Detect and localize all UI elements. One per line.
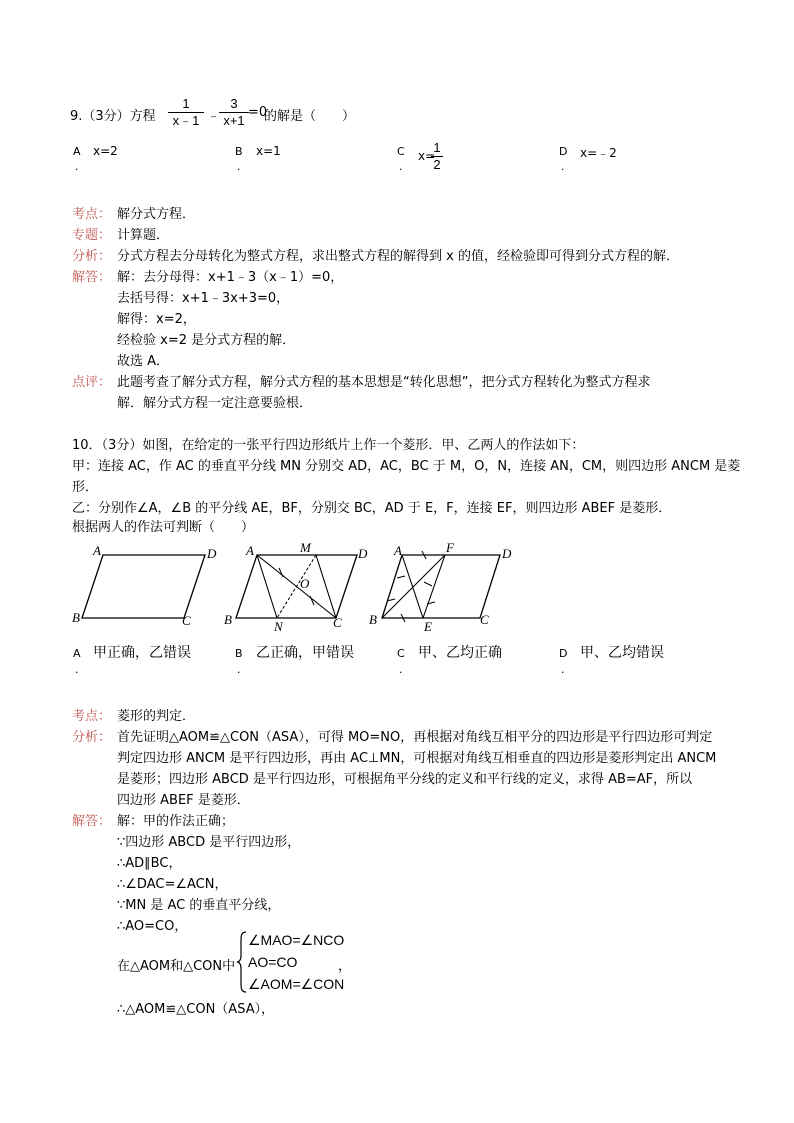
q10-fenxi-line-1: 首先证明△AOM≌△CON（ASA），可得 MO=NO，再根据对角线互相平分的四边形是平行四边形可判定 <box>117 730 713 745</box>
fig2-label-n: N <box>274 619 283 634</box>
q10-system-prefix: 在△AOM和△CON中 <box>117 959 236 974</box>
q10-stem-line-3: 形． <box>72 480 99 495</box>
q9-jieda-line-3: 解得：x=2， <box>117 312 196 327</box>
fig1-label-d: D <box>207 546 217 561</box>
fig2-label-b: B <box>224 612 232 627</box>
q9-option-c-numerator: 1 <box>433 140 441 155</box>
q10-system-comma: ， <box>338 959 352 974</box>
q10-option-c-letter: C <box>397 647 405 660</box>
q10-jieda-line-5: ∵MN 是 AC 的垂直平分线， <box>117 898 281 913</box>
q9-minus: ﹣ <box>207 109 221 124</box>
q9-option-c-denominator: 2 <box>433 157 441 172</box>
q9-dianping-line-2: 解．解分式方程一定注意要验根． <box>117 396 313 411</box>
q10-option-a-dot: . <box>75 663 79 676</box>
q10-system-line-3: ∠AOM=∠CON <box>248 976 345 992</box>
figure-1-parallelogram <box>72 543 217 628</box>
q9-frac2-denominator: x+1 <box>223 113 245 128</box>
q10-jieda-line-3: ∴AD∥BC， <box>117 856 182 871</box>
q10-option-b-dot: . <box>237 663 241 676</box>
q10-option-b-letter: B <box>235 647 243 660</box>
q10-jieda-line-4: ∴∠DAC=∠ACN， <box>117 877 228 892</box>
q9-jieda-line-2: 去括号得：x+1﹣3x+3=0， <box>117 291 290 306</box>
q9-option-c-prefix: x= <box>418 149 436 163</box>
q9-kaodian-label: 考点： <box>72 207 112 222</box>
q9-fraction-2 <box>219 96 249 129</box>
q9-frac1-denominator: x﹣1 <box>172 113 200 128</box>
q9-eq-zero: =0 <box>248 105 268 120</box>
brace-icon <box>236 930 248 994</box>
q9-option-c-fraction <box>431 140 443 173</box>
fig3-label-f: F <box>446 540 454 555</box>
fig2-label-o: O <box>300 576 310 591</box>
q9-dianping-line-1: 此题考查了解分式方程，解分式方程的基本思想是“转化思想”，把分式方程转化为整式方程求 <box>117 375 651 390</box>
q10-option-c-dot: . <box>399 663 403 676</box>
q9-option-a-letter: A <box>73 145 81 158</box>
q10-option-d-letter: D <box>559 647 568 660</box>
q9-fenxi-label: 分析： <box>72 249 112 264</box>
q9-option-d-letter: D <box>559 145 568 158</box>
q10-option-d-text: 甲、乙均错误 <box>580 645 664 661</box>
q10-option-b-text: 乙正确，甲错误 <box>256 645 354 661</box>
fig1-label-c: C <box>182 613 191 628</box>
q9-zhuanti: 计算题． <box>117 228 170 243</box>
q10-jieda-line-1: 解：甲的作法正确； <box>117 814 235 829</box>
q10-kaodian: 菱形的判定． <box>117 709 196 724</box>
q9-frac2-numerator: 3 <box>230 96 238 111</box>
fig3-label-c: C <box>480 612 489 627</box>
q10-jieda-line-2: ∵四边形 ABCD 是平行四边形， <box>117 835 301 850</box>
q10-stem-line-1: 10．（3分）如图，在给定的一张平行四边形纸片上作一个菱形．甲、乙两人的作法如下： <box>72 438 585 453</box>
fig1-label-a: A <box>93 543 101 558</box>
q10-conclusion-line: ∴△AOM≌△CON（ASA）， <box>117 1002 275 1017</box>
q10-fenxi-label: 分析： <box>72 730 112 745</box>
q10-stem-line-4: 乙：分别作∠A，∠B 的平分线 AE，BF，分别交 BC，AD 于 E，F，连接 EF，则四边形 ABEF 是菱形． <box>72 501 672 516</box>
q10-option-c-text: 甲、乙均正确 <box>418 645 502 661</box>
q10-kaodian-label: 考点： <box>72 709 112 724</box>
q10-stem-line-5: 根据两人的作法可判断（ ） <box>72 520 255 535</box>
q9-kaodian: 解分式方程． <box>117 207 196 222</box>
q9-jieda-line-5: 故选 A． <box>117 354 170 369</box>
fig2-label-m: M <box>300 540 311 555</box>
q10-figures <box>60 540 520 635</box>
q9-option-a-text: x=2 <box>93 144 118 158</box>
q9-option-b-letter: B <box>235 145 243 158</box>
q10-jieda-label: 解答： <box>72 814 112 829</box>
fig2-label-a: A <box>246 543 254 558</box>
fig2-label-d: D <box>358 546 368 561</box>
q9-zhuanti-label: 专题： <box>72 228 112 243</box>
fig3-label-d: D <box>502 546 512 561</box>
figure-2-construction-jia <box>224 540 368 634</box>
q9-option-c-dot: . <box>399 160 403 173</box>
fig3-label-b: B <box>369 612 377 627</box>
q10-option-a-text: 甲正确，乙错误 <box>93 645 191 661</box>
fig2-label-c: C <box>333 615 342 630</box>
q9-frac1-numerator: 1 <box>182 96 190 111</box>
q10-fenxi-line-4: 四边形 ABEF 是菱形． <box>117 793 250 808</box>
q9-option-d-dot: . <box>561 160 565 173</box>
q9-option-c-letter: C <box>397 145 405 158</box>
q9-option-b-dot: . <box>237 160 241 173</box>
fig3-label-a: A <box>394 543 402 558</box>
q10-stem-line-2: 甲：连接 AC，作 AC 的垂直平分线 MN 分别交 AD，AC，BC 于 M，O，N，连接 AN，CM，则四边形 ANCM 是菱 <box>72 459 741 474</box>
q9-option-a-dot: . <box>75 160 79 173</box>
q9-jieda-line-1: 解：去分母得：x+1﹣3（x﹣1）=0， <box>117 270 344 285</box>
q9-jieda-line-4: 经检验 x=2 是分式方程的解． <box>117 333 296 348</box>
q9-fraction-1 <box>168 96 204 129</box>
q9-jieda-label: 解答： <box>72 270 112 285</box>
q10-fenxi-line-2: 判定四边形 ANCM 是平行四边形，再由 AC⊥MN，可根据对角线互相垂直的四边形是菱形判定出 ANCM <box>117 751 717 766</box>
q10-option-a-letter: A <box>73 647 81 660</box>
q10-option-d-dot: . <box>561 663 565 676</box>
fig3-label-e: E <box>424 619 432 634</box>
q9-option-b-text: x=1 <box>256 144 281 158</box>
q9-fenxi: 分式方程去分母转化为整式方程，求出整式方程的解得到 x 的值，经检验即可得到分式方程的解． <box>117 249 679 264</box>
q10-system-line-2: AO=CO <box>248 954 298 970</box>
q9-stem-suffix: 的解是（ ） <box>264 109 356 124</box>
q10-jieda-line-6: ∴AO=CO， <box>117 919 188 934</box>
q10-system-line-1: ∠MAO=∠NCO <box>248 932 345 948</box>
q9-stem-prefix: 9.（3分）方程 <box>70 109 156 124</box>
q9-dianping-label: 点评： <box>72 375 112 390</box>
figure-3-construction-yi <box>369 540 512 634</box>
fig1-label-b: B <box>72 610 80 625</box>
q9-option-d-text: x=﹣2 <box>580 146 617 160</box>
q10-fenxi-line-3: 是菱形；四边形 ABCD 是平行四边形，可根据角平分线的定义和平行线的定义，求得 AB=AF，所以 <box>117 772 693 787</box>
